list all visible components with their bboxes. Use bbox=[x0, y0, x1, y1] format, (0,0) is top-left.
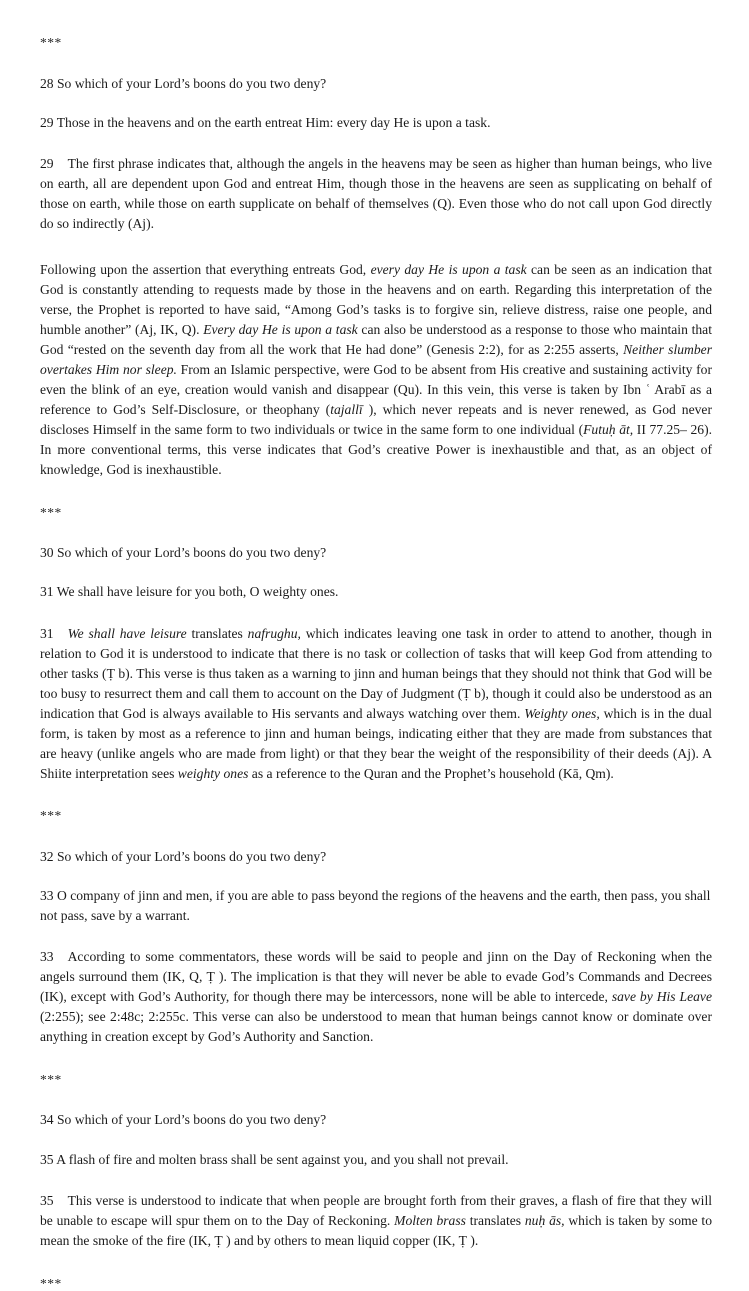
commentary-31-segment-4: as a reference to the Quran and the Prophet’s household (Kā, Qm). bbox=[248, 765, 614, 781]
commentary-number-35: 35 bbox=[40, 1192, 54, 1208]
commentary-body-29: The first phrase indicates that, although the angels in the heavens may be seen as higher than human beings, who live on earth, all are dependent upon God and entreat Him, though those in the heavens are seen as supplicating on behalf of those on earth, while those on earth supplicate on behalf of themselves (Q). Even those who do not call upon God directly do so indirectly (Aj). bbox=[40, 156, 712, 231]
section-divider: *** bbox=[40, 1275, 62, 1291]
commentary-number-33: 33 bbox=[40, 948, 54, 964]
commentary-paragraph-33 bbox=[40, 947, 712, 1047]
page-content bbox=[40, 36, 712, 1290]
commentary-31-emphasis-3: Weighty ones, bbox=[524, 705, 600, 721]
commentary-31-emphasis-1: We shall have leisure bbox=[67, 625, 187, 641]
commentary-33-emphasis-1: save by His Leave bbox=[611, 988, 712, 1004]
commentary-33-segment-1: According to some commentators, these words will be said to people and jinn on the Day of Reckoning when the angels surround them (IK, Q, Ṭ ). The implication is that they will never be able to evade God’s Commands and Decrees (IK), except with God’s Authority, for though there may be intercessors, none will be able to intercede, bbox=[40, 948, 712, 1004]
verse-line-35: 35 A flash of fire and molten brass shall be sent against you, and you shall not prevail. bbox=[40, 1151, 509, 1167]
commentary-29b-emphasis-4: tajallī bbox=[330, 401, 363, 417]
verse-line-32: 32 So which of your Lord’s boons do you two deny? bbox=[40, 848, 327, 864]
section-divider: *** bbox=[40, 1071, 62, 1087]
verse-line-29: 29 Those in the heavens and on the earth entreat Him: every day He is upon a task. bbox=[40, 114, 491, 130]
commentary-35-emphasis-1: Molten brass bbox=[394, 1212, 466, 1228]
commentary-number-29: 29 bbox=[40, 156, 54, 172]
commentary-29b-segment-4: From an Islamic perspective, were God to be absent from His creative and sustaining activity for even the blink of an eye, creation would vanish and disappear (Qu). In this vein, this verse is taken by Ibn ʿ Arabī as a reference to God’s Self-Disclosure, or theophany ( bbox=[40, 361, 713, 417]
commentary-35-segment-2: translates bbox=[465, 1212, 525, 1228]
commentary-paragraph-29-continued bbox=[40, 260, 712, 480]
commentary-29b-emphasis-2: Every day He is upon a task bbox=[203, 321, 358, 337]
commentary-35-emphasis-2: nuḥ ās, bbox=[524, 1212, 565, 1228]
verse-line-31: 31 We shall have leisure for you both, O weighty ones. bbox=[40, 584, 339, 600]
commentary-29b-segment-3: can also be understood as a response to those who maintain that God “rested on the seventh day from all the work that He had done” (Genesis 2:2), for as 2:255 asserts, bbox=[40, 321, 712, 357]
commentary-35-segment-1: This verse is understood to indicate that when people are brought forth from their graves, a flash of fire that they will be unable to escape will spur them on to the Day of Reckoning. bbox=[40, 1192, 712, 1228]
commentary-31-emphasis-4: weighty ones bbox=[177, 765, 249, 781]
commentary-29b-segment-1: Following upon the assertion that everything entreats God, bbox=[40, 261, 371, 277]
commentary-29b-emphasis-5: Futuḥ āt, bbox=[583, 421, 634, 437]
commentary-31-segment-3: which is in the dual form, is taken by most as a reference to jinn and human beings, indicating either that they are made from substances that are heavy (unlike angels who are made from light) or that they bear the weight of the responsibility of their deeds (Aj). A Shiite interpretation sees bbox=[40, 705, 712, 781]
commentary-31-emphasis-2: nafrughu, bbox=[247, 625, 301, 641]
commentary-31-segment-2: which indicates leaving one task in order to attend to another, though in relation to God it is understood to indicate that there is no task or collection of tasks that will keep God from attending to other tasks (Ṭ b). This verse is thus taken as a warning to jinn and human beings that they should not think that God will be too busy to resurrect them and call them to account on the Day of Judgment (Ṭ b), though it could also be understood as an indication that God is always available to His servants and always watching over them. bbox=[40, 625, 712, 721]
verse-line-28: 28 So which of your Lord’s boons do you two deny? bbox=[40, 75, 327, 91]
section-divider: *** bbox=[40, 504, 62, 520]
commentary-29b-emphasis-1: every day He is upon a task bbox=[370, 261, 527, 277]
commentary-33-segment-2: (2:255); see 2:48c; 2:255c. This verse can also be understood to mean that human beings cannot know or dominate over anything in creation except by God’s Authority and Sanction. bbox=[40, 1008, 712, 1044]
commentary-29b-segment-2: can be seen as an indication that God is constantly attending to requests made by those in the heavens and on earth. Regarding this interpretation of the verse, the Prophet is reported to have said, “Among God’s tasks is to forgive sin, relieve distress, raise one people, and humble another” (Aj, IK, Q). bbox=[40, 261, 712, 337]
verse-line-34: 34 So which of your Lord’s boons do you two deny? bbox=[40, 1112, 327, 1128]
commentary-31-segment-1: translates bbox=[186, 625, 248, 641]
verse-line-33: 33 O company of jinn and men, if you are able to pass beyond the regions of the heavens and the earth, then pass, you shall not pass, save by a warrant. bbox=[40, 888, 711, 923]
commentary-paragraph-29 bbox=[40, 154, 712, 234]
commentary-number-31: 31 bbox=[40, 625, 54, 641]
commentary-35-segment-3: which is taken by some to mean the smoke of the fire (IK, Ṭ ) and by others to mean liquid copper (IK, Ṭ ). bbox=[40, 1212, 712, 1248]
commentary-paragraph-35 bbox=[40, 1191, 712, 1251]
commentary-paragraph-31 bbox=[40, 624, 712, 784]
commentary-29b-emphasis-3: Neither slumber overtakes Him nor sleep. bbox=[40, 341, 712, 377]
commentary-29b-segment-6: II 77.25– 26). In more conventional terms, this verse indicates that God’s creative Power is inexhaustible and that, as an object of knowledge, God is inexhaustible. bbox=[40, 421, 713, 477]
commentary-29b-segment-5: ), which never repeats and is never renewed, as God never discloses Himself in the same form to two individuals or twice in the same form to one individual ( bbox=[40, 401, 712, 437]
section-divider: *** bbox=[40, 35, 62, 50]
verse-line-30: 30 So which of your Lord’s boons do you two deny? bbox=[40, 545, 327, 561]
section-divider: *** bbox=[40, 808, 62, 824]
